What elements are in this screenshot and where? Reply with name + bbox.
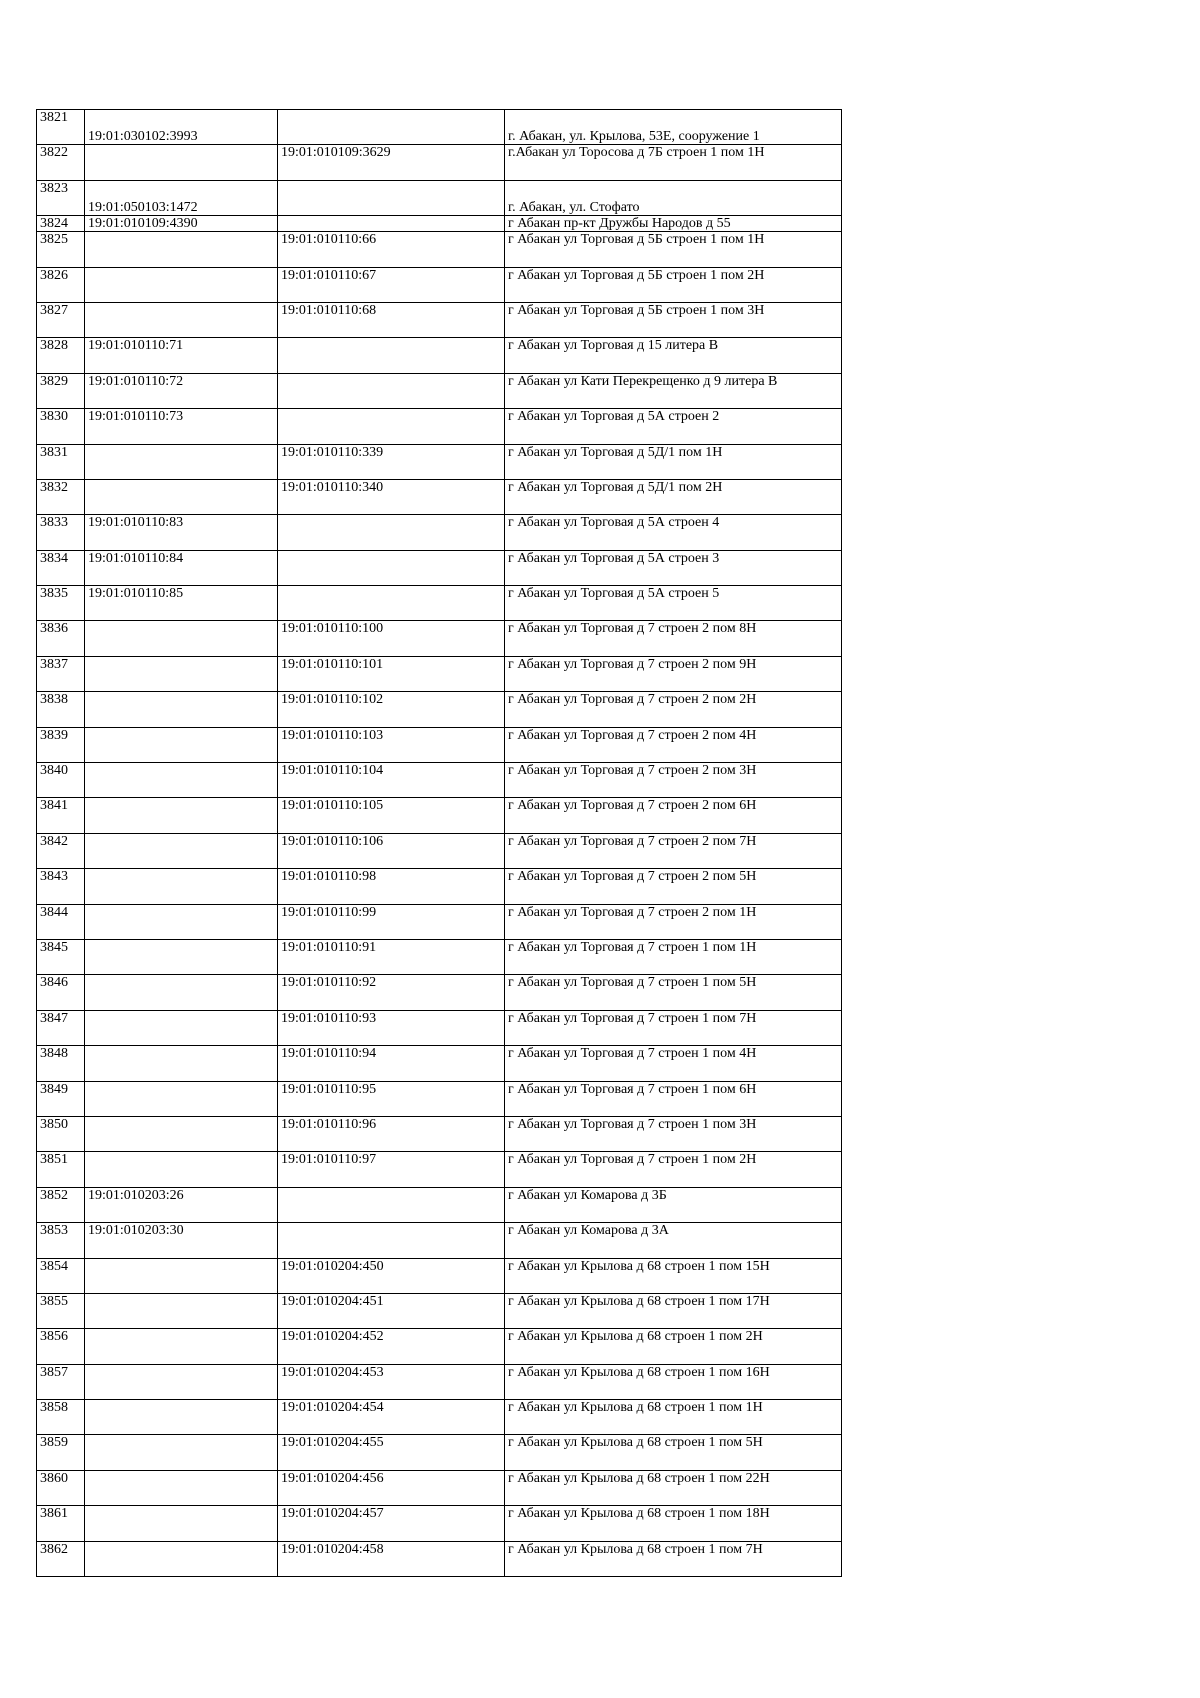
table-row bbox=[37, 1152, 842, 1187]
address-cell: г Абакан ул Торговая д 7 строен 2 пом 9Н bbox=[505, 656, 842, 691]
premises-cadastral-number-cell: 19:01:010204:455 bbox=[278, 1435, 505, 1470]
table-row bbox=[37, 1223, 842, 1258]
address-cell: г Абакан ул Торговая д 7 строен 1 пом 1Н bbox=[505, 939, 842, 974]
cadastral-number-cell: 19:01:050103:1472 bbox=[85, 180, 278, 215]
table-row bbox=[37, 1258, 842, 1293]
table-row bbox=[37, 975, 842, 1010]
address-cell: г Абакан ул Торговая д 15 литера В bbox=[505, 338, 842, 373]
cadastral-number-cell bbox=[85, 479, 278, 514]
table-row bbox=[37, 1116, 842, 1151]
row-number-cell: 3853 bbox=[37, 1223, 85, 1258]
cadastral-number-cell bbox=[85, 975, 278, 1010]
premises-cadastral-number-cell: 19:01:010204:452 bbox=[278, 1329, 505, 1364]
property-register-table bbox=[36, 109, 842, 1577]
table-row bbox=[37, 656, 842, 691]
cadastral-number-cell bbox=[85, 232, 278, 267]
row-number-cell: 3833 bbox=[37, 515, 85, 550]
cadastral-number-cell bbox=[85, 692, 278, 727]
table-row bbox=[37, 1541, 842, 1576]
premises-cadastral-number-cell: 19:01:010204:457 bbox=[278, 1506, 505, 1541]
row-number-cell: 3847 bbox=[37, 1010, 85, 1045]
premises-cadastral-number-cell bbox=[278, 409, 505, 444]
cadastral-number-cell: 19:01:010110:85 bbox=[85, 586, 278, 621]
table-row bbox=[37, 145, 842, 180]
cadastral-number-cell bbox=[85, 1329, 278, 1364]
row-number-cell: 3846 bbox=[37, 975, 85, 1010]
cadastral-number-cell bbox=[85, 1258, 278, 1293]
address-cell: г Абакан ул Торговая д 5А строен 2 bbox=[505, 409, 842, 444]
table-row bbox=[37, 586, 842, 621]
table-row bbox=[37, 904, 842, 939]
row-number-cell: 3857 bbox=[37, 1364, 85, 1399]
premises-cadastral-number-cell: 19:01:010110:100 bbox=[278, 621, 505, 656]
row-number-cell: 3849 bbox=[37, 1081, 85, 1116]
cadastral-number-cell: 19:01:010203:26 bbox=[85, 1187, 278, 1222]
address-cell: г Абакан ул Торговая д 7 строен 2 пом 8Н bbox=[505, 621, 842, 656]
cadastral-number-cell bbox=[85, 302, 278, 337]
row-number-cell: 3856 bbox=[37, 1329, 85, 1364]
premises-cadastral-number-cell: 19:01:010110:101 bbox=[278, 656, 505, 691]
row-number-cell: 3828 bbox=[37, 338, 85, 373]
address-cell: г Абакан ул Торговая д 7 строен 1 пом 2Н bbox=[505, 1152, 842, 1187]
address-cell: г Абакан ул Комарова д 3А bbox=[505, 1223, 842, 1258]
address-cell: г Абакан ул Торговая д 5А строен 5 bbox=[505, 586, 842, 621]
table-row bbox=[37, 444, 842, 479]
table-row bbox=[37, 869, 842, 904]
row-number-cell: 3842 bbox=[37, 833, 85, 868]
row-number-cell: 3852 bbox=[37, 1187, 85, 1222]
table-row bbox=[37, 180, 842, 215]
premises-cadastral-number-cell: 19:01:010109:3629 bbox=[278, 145, 505, 180]
row-number-cell: 3823 bbox=[37, 180, 85, 215]
row-number-cell: 3826 bbox=[37, 267, 85, 302]
table-row bbox=[37, 550, 842, 585]
premises-cadastral-number-cell: 19:01:010110:67 bbox=[278, 267, 505, 302]
premises-cadastral-number-cell bbox=[278, 1223, 505, 1258]
premises-cadastral-number-cell: 19:01:010110:68 bbox=[278, 302, 505, 337]
address-cell: г Абакан ул Крылова д 68 строен 1 пом 7Н bbox=[505, 1541, 842, 1576]
table-row bbox=[37, 1364, 842, 1399]
address-cell: г. Абакан, ул. Стофато bbox=[505, 180, 842, 215]
address-cell: г Абакан ул Торговая д 5Д/1 пом 1Н bbox=[505, 444, 842, 479]
table-row bbox=[37, 727, 842, 762]
cadastral-number-cell bbox=[85, 267, 278, 302]
address-cell: г.Абакан ул Торосова д 7Б строен 1 пом 1Н bbox=[505, 145, 842, 180]
table-row bbox=[37, 1400, 842, 1435]
table-row bbox=[37, 1329, 842, 1364]
row-number-cell: 3831 bbox=[37, 444, 85, 479]
cadastral-number-cell bbox=[85, 145, 278, 180]
row-number-cell: 3862 bbox=[37, 1541, 85, 1576]
cadastral-number-cell: 19:01:010110:73 bbox=[85, 409, 278, 444]
premises-cadastral-number-cell: 19:01:010204:458 bbox=[278, 1541, 505, 1576]
row-number-cell: 3838 bbox=[37, 692, 85, 727]
table-row bbox=[37, 1081, 842, 1116]
premises-cadastral-number-cell: 19:01:010110:96 bbox=[278, 1116, 505, 1151]
table-row bbox=[37, 373, 842, 408]
row-number-cell: 3848 bbox=[37, 1046, 85, 1081]
row-number-cell: 3839 bbox=[37, 727, 85, 762]
premises-cadastral-number-cell: 19:01:010110:105 bbox=[278, 798, 505, 833]
table-row bbox=[37, 939, 842, 974]
table-row bbox=[37, 232, 842, 267]
row-number-cell: 3834 bbox=[37, 550, 85, 585]
row-number-cell: 3859 bbox=[37, 1435, 85, 1470]
cadastral-number-cell bbox=[85, 727, 278, 762]
table-row bbox=[37, 763, 842, 798]
cadastral-number-cell bbox=[85, 621, 278, 656]
row-number-cell: 3840 bbox=[37, 763, 85, 798]
address-cell: г Абакан ул Кати Перекрещенко д 9 литера В bbox=[505, 373, 842, 408]
table-row bbox=[37, 267, 842, 302]
cadastral-number-cell bbox=[85, 1116, 278, 1151]
cadastral-number-cell bbox=[85, 1010, 278, 1045]
premises-cadastral-number-cell bbox=[278, 550, 505, 585]
table-row bbox=[37, 692, 842, 727]
address-cell: г Абакан ул Комарова д 3Б bbox=[505, 1187, 842, 1222]
premises-cadastral-number-cell: 19:01:010110:97 bbox=[278, 1152, 505, 1187]
row-number-cell: 3836 bbox=[37, 621, 85, 656]
table-row bbox=[37, 833, 842, 868]
address-cell: г Абакан ул Торговая д 7 строен 1 пом 4Н bbox=[505, 1046, 842, 1081]
premises-cadastral-number-cell: 19:01:010110:103 bbox=[278, 727, 505, 762]
cadastral-number-cell bbox=[85, 1400, 278, 1435]
address-cell: г Абакан ул Торговая д 5Б строен 1 пом 2Н bbox=[505, 267, 842, 302]
premises-cadastral-number-cell bbox=[278, 338, 505, 373]
table-row bbox=[37, 1187, 842, 1222]
premises-cadastral-number-cell: 19:01:010110:93 bbox=[278, 1010, 505, 1045]
premises-cadastral-number-cell: 19:01:010110:98 bbox=[278, 869, 505, 904]
cadastral-number-cell bbox=[85, 444, 278, 479]
premises-cadastral-number-cell: 19:01:010204:454 bbox=[278, 1400, 505, 1435]
cadastral-number-cell bbox=[85, 656, 278, 691]
premises-cadastral-number-cell: 19:01:010110:95 bbox=[278, 1081, 505, 1116]
premises-cadastral-number-cell: 19:01:010204:450 bbox=[278, 1258, 505, 1293]
address-cell: г Абакан ул Крылова д 68 строен 1 пом 5Н bbox=[505, 1435, 842, 1470]
row-number-cell: 3837 bbox=[37, 656, 85, 691]
row-number-cell: 3851 bbox=[37, 1152, 85, 1187]
address-cell: г Абакан ул Крылова д 68 строен 1 пом 22Н bbox=[505, 1470, 842, 1505]
cadastral-number-cell: 19:01:010109:4390 bbox=[85, 216, 278, 232]
register-table-body bbox=[37, 110, 842, 1577]
row-number-cell: 3844 bbox=[37, 904, 85, 939]
address-cell: г Абакан ул Торговая д 5А строен 3 bbox=[505, 550, 842, 585]
row-number-cell: 3861 bbox=[37, 1506, 85, 1541]
address-cell: г Абакан ул Крылова д 68 строен 1 пом 18Н bbox=[505, 1506, 842, 1541]
address-cell: г Абакан ул Торговая д 7 строен 1 пом 5Н bbox=[505, 975, 842, 1010]
premises-cadastral-number-cell bbox=[278, 110, 505, 145]
table-row bbox=[37, 110, 842, 145]
address-cell: г Абакан ул Крылова д 68 строен 1 пом 1Н bbox=[505, 1400, 842, 1435]
premises-cadastral-number-cell bbox=[278, 1187, 505, 1222]
cadastral-number-cell bbox=[85, 1364, 278, 1399]
address-cell: г Абакан ул Торговая д 7 строен 2 пом 5Н bbox=[505, 869, 842, 904]
premises-cadastral-number-cell: 19:01:010110:339 bbox=[278, 444, 505, 479]
table-row bbox=[37, 1010, 842, 1045]
row-number-cell: 3824 bbox=[37, 216, 85, 232]
table-row bbox=[37, 302, 842, 337]
cadastral-number-cell: 19:01:010110:83 bbox=[85, 515, 278, 550]
cadastral-number-cell bbox=[85, 1506, 278, 1541]
address-cell: г Абакан ул Крылова д 68 строен 1 пом 15Н bbox=[505, 1258, 842, 1293]
cadastral-number-cell: 19:01:010203:30 bbox=[85, 1223, 278, 1258]
table-row bbox=[37, 798, 842, 833]
row-number-cell: 3822 bbox=[37, 145, 85, 180]
cadastral-number-cell bbox=[85, 1435, 278, 1470]
premises-cadastral-number-cell bbox=[278, 373, 505, 408]
table-row bbox=[37, 621, 842, 656]
address-cell: г Абакан ул Торговая д 5Д/1 пом 2Н bbox=[505, 479, 842, 514]
premises-cadastral-number-cell bbox=[278, 586, 505, 621]
cadastral-number-cell bbox=[85, 1046, 278, 1081]
premises-cadastral-number-cell: 19:01:010110:104 bbox=[278, 763, 505, 798]
cadastral-number-cell: 19:01:010110:71 bbox=[85, 338, 278, 373]
row-number-cell: 3850 bbox=[37, 1116, 85, 1151]
row-number-cell: 3841 bbox=[37, 798, 85, 833]
table-row bbox=[37, 338, 842, 373]
premises-cadastral-number-cell bbox=[278, 515, 505, 550]
cadastral-number-cell bbox=[85, 763, 278, 798]
table-row bbox=[37, 515, 842, 550]
premises-cadastral-number-cell: 19:01:010110:99 bbox=[278, 904, 505, 939]
cadastral-number-cell bbox=[85, 904, 278, 939]
address-cell: г Абакан ул Крылова д 68 строен 1 пом 17Н bbox=[505, 1293, 842, 1328]
row-number-cell: 3832 bbox=[37, 479, 85, 514]
address-cell: г Абакан ул Торговая д 7 строен 2 пом 6Н bbox=[505, 798, 842, 833]
address-cell: г Абакан ул Торговая д 7 строен 2 пом 1Н bbox=[505, 904, 842, 939]
premises-cadastral-number-cell: 19:01:010204:456 bbox=[278, 1470, 505, 1505]
table-row bbox=[37, 216, 842, 232]
table-row bbox=[37, 479, 842, 514]
address-cell: г. Абакан, ул. Крылова, 53Е, сооружение 1 bbox=[505, 110, 842, 145]
cadastral-number-cell: 19:01:030102:3993 bbox=[85, 110, 278, 145]
address-cell: г Абакан ул Торговая д 7 строен 1 пом 7Н bbox=[505, 1010, 842, 1045]
cadastral-number-cell bbox=[85, 1081, 278, 1116]
address-cell: г Абакан ул Торговая д 7 строен 2 пом 3Н bbox=[505, 763, 842, 798]
cadastral-number-cell bbox=[85, 1293, 278, 1328]
row-number-cell: 3827 bbox=[37, 302, 85, 337]
table-row bbox=[37, 1470, 842, 1505]
address-cell: г Абакан ул Торговая д 7 строен 2 пом 7Н bbox=[505, 833, 842, 868]
row-number-cell: 3830 bbox=[37, 409, 85, 444]
address-cell: г Абакан пр-кт Дружбы Народов д 55 bbox=[505, 216, 842, 232]
row-number-cell: 3829 bbox=[37, 373, 85, 408]
cadastral-number-cell: 19:01:010110:72 bbox=[85, 373, 278, 408]
cadastral-number-cell: 19:01:010110:84 bbox=[85, 550, 278, 585]
table-row bbox=[37, 1293, 842, 1328]
row-number-cell: 3835 bbox=[37, 586, 85, 621]
premises-cadastral-number-cell: 19:01:010204:451 bbox=[278, 1293, 505, 1328]
row-number-cell: 3825 bbox=[37, 232, 85, 267]
address-cell: г Абакан ул Торговая д 7 строен 1 пом 6Н bbox=[505, 1081, 842, 1116]
table-row bbox=[37, 1435, 842, 1470]
row-number-cell: 3843 bbox=[37, 869, 85, 904]
premises-cadastral-number-cell: 19:01:010110:66 bbox=[278, 232, 505, 267]
row-number-cell: 3855 bbox=[37, 1293, 85, 1328]
address-cell: г Абакан ул Торговая д 7 строен 1 пом 3Н bbox=[505, 1116, 842, 1151]
address-cell: г Абакан ул Торговая д 5Б строен 1 пом 1Н bbox=[505, 232, 842, 267]
address-cell: г Абакан ул Торговая д 5А строен 4 bbox=[505, 515, 842, 550]
premises-cadastral-number-cell: 19:01:010110:94 bbox=[278, 1046, 505, 1081]
cadastral-number-cell bbox=[85, 833, 278, 868]
premises-cadastral-number-cell: 19:01:010110:92 bbox=[278, 975, 505, 1010]
premises-cadastral-number-cell: 19:01:010110:340 bbox=[278, 479, 505, 514]
row-number-cell: 3845 bbox=[37, 939, 85, 974]
premises-cadastral-number-cell: 19:01:010110:91 bbox=[278, 939, 505, 974]
premises-cadastral-number-cell: 19:01:010110:102 bbox=[278, 692, 505, 727]
premises-cadastral-number-cell bbox=[278, 216, 505, 232]
cadastral-number-cell bbox=[85, 1152, 278, 1187]
table-row bbox=[37, 1046, 842, 1081]
address-cell: г Абакан ул Торговая д 7 строен 2 пом 4Н bbox=[505, 727, 842, 762]
table-row bbox=[37, 1506, 842, 1541]
premises-cadastral-number-cell bbox=[278, 180, 505, 215]
row-number-cell: 3860 bbox=[37, 1470, 85, 1505]
address-cell: г Абакан ул Крылова д 68 строен 1 пом 2Н bbox=[505, 1329, 842, 1364]
address-cell: г Абакан ул Торговая д 7 строен 2 пом 2Н bbox=[505, 692, 842, 727]
cadastral-number-cell bbox=[85, 869, 278, 904]
premises-cadastral-number-cell: 19:01:010204:453 bbox=[278, 1364, 505, 1399]
address-cell: г Абакан ул Крылова д 68 строен 1 пом 16Н bbox=[505, 1364, 842, 1399]
address-cell: г Абакан ул Торговая д 5Б строен 1 пом 3Н bbox=[505, 302, 842, 337]
cadastral-number-cell bbox=[85, 1541, 278, 1576]
row-number-cell: 3821 bbox=[37, 110, 85, 145]
cadastral-number-cell bbox=[85, 798, 278, 833]
cadastral-number-cell bbox=[85, 939, 278, 974]
table-row bbox=[37, 409, 842, 444]
row-number-cell: 3858 bbox=[37, 1400, 85, 1435]
premises-cadastral-number-cell: 19:01:010110:106 bbox=[278, 833, 505, 868]
cadastral-number-cell bbox=[85, 1470, 278, 1505]
row-number-cell: 3854 bbox=[37, 1258, 85, 1293]
